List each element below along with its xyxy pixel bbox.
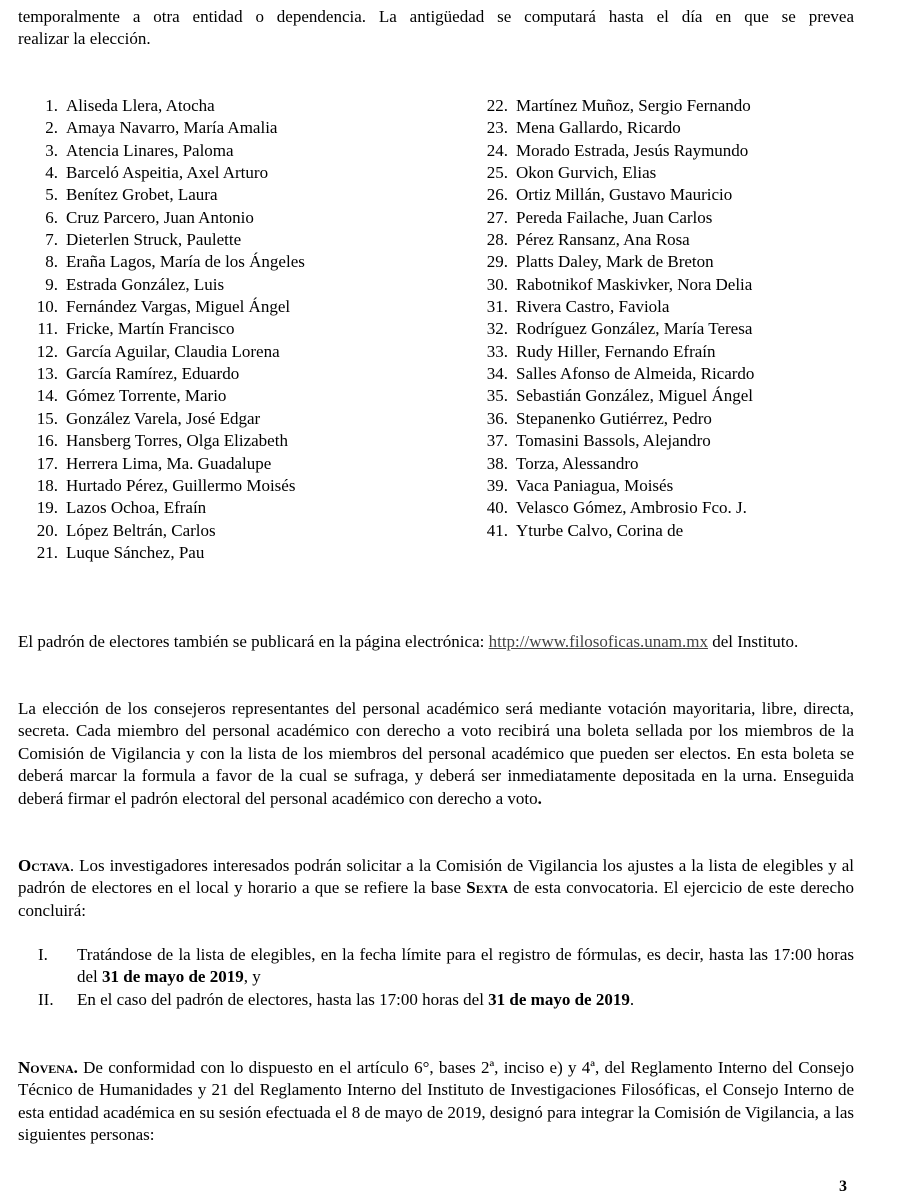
novena-heading: Novena. [18,1058,78,1077]
padron-paragraph: El padrón de electores también se publicará en la página electrónica: http://www.filosoficas.unam.mx del Instituto. [18,632,799,651]
elector-list-item [26,475,305,497]
elector-number: 28. [486,230,508,250]
elector-number: 24. [486,140,508,160]
octava-paragraph: Octava. Los investigadores interesados podrán solicitar a la Comisión de Vigilancia los ajustes a la lista de elegibles y al padrón de electores en el local y horario a que se refiere la base Sexta de esta convocatoria. El ejercicio de este derecho concluirá: [18,856,855,920]
elector-name: Sebastián González, Miguel Ángel [516,386,753,406]
elector-list-item [476,408,754,430]
elector-number: 11. [37,319,58,339]
elector-name: Barceló Aspeitia, Axel Arturo [66,163,269,183]
elector-name: Mena Gallardo, Ricardo [516,118,681,138]
elector-list-item [26,229,305,251]
elector-list-item [26,162,305,184]
elector-name: Salles Afonso de Almeida, Ricardo [516,364,755,384]
elector-list-item [26,408,305,430]
elector-number: 34. [486,364,508,384]
elector-list-item [26,207,305,229]
elector-number: 30. [486,274,508,294]
elector-number: 27. [486,207,508,227]
elector-number: 9. [45,274,58,294]
elector-number: 14. [36,386,58,406]
elector-list-item [26,520,305,542]
elector-list-item [26,95,305,117]
electors-list-right [476,95,754,542]
elector-name: Lazos Ochoa, Efraín [66,498,207,518]
elector-name: Fricke, Martín Francisco [66,319,235,339]
electors-list-left [26,95,305,564]
elector-number: 18. [36,475,58,495]
elector-list-item [476,229,754,251]
elector-name: González Varela, José Edgar [66,408,261,428]
elector-number: 12. [36,341,58,361]
elector-number: 15. [36,408,58,428]
elector-number: 3. [45,140,58,160]
elector-name: García Aguilar, Claudia Lorena [66,341,280,361]
elector-list-item [476,341,754,363]
elector-name: Pérez Ransanz, Ana Rosa [516,230,690,250]
elector-name: Rudy Hiller, Fernando Efraín [516,341,716,361]
elector-list-item [26,363,305,385]
elector-name: Platts Daley, Mark de Breton [516,252,714,272]
elector-number: 38. [486,453,508,473]
elector-name: Rivera Castro, Faviola [516,297,670,317]
elector-list-item [26,140,305,162]
elector-number: 35. [486,386,508,406]
elector-name: Luque Sánchez, Pau [66,542,205,562]
elector-number: 2. [45,118,58,138]
elector-list-item [476,207,754,229]
item-i: I. Tratándose de la lista de elegibles, en la fecha límite para el registro de fórmulas, es decir, hasta las 17:00 horas del 31 de mayo de 2019, y [38,945,854,987]
elector-number: 26. [486,185,508,205]
elector-name: Amaya Navarro, María Amalia [66,118,278,138]
elector-number: 16. [36,431,58,451]
elector-number: 19. [36,498,58,518]
elector-number: 31. [486,297,508,317]
elector-list-item [26,184,305,206]
elector-name: Hansberg Torres, Olga Elizabeth [66,431,288,451]
elector-list-item [26,296,305,318]
elector-list-item [476,95,754,117]
elector-number: 17. [36,453,58,473]
elector-name: Aliseda Llera, Atocha [66,96,215,115]
elector-number: 4. [45,163,58,183]
elector-number: 40. [486,498,508,518]
elector-number: 39. [486,475,508,495]
elector-name: Stepanenko Gutiérrez, Pedro [516,408,712,428]
elector-number: 29. [486,252,508,272]
elector-name: Fernández Vargas, Miguel Ángel [66,297,291,317]
elector-list-item [26,430,305,452]
elector-name: García Ramírez, Eduardo [66,364,240,384]
elector-number: 32. [486,319,508,339]
elector-list-item [476,520,754,542]
page-number: 3 [839,1178,847,1195]
elector-number: 33. [486,341,508,361]
elector-number: 21. [36,542,58,562]
elector-number: 10. [36,297,58,317]
elector-name: Velasco Gómez, Ambrosio Fco. J. [516,498,747,518]
elector-name: Tomasini Bassols, Alejandro [516,431,711,451]
elector-list-item [476,251,754,273]
elector-list-item [26,385,305,407]
elector-list-item [476,318,754,340]
elector-list-item [476,453,754,475]
item-ii: II. En el caso del padrón de electores, hasta las 17:00 horas del 31 de mayo de 2019. [38,990,635,1009]
novena-paragraph: Novena. De conformidad con lo dispuesto en el artículo 6°, bases 2ª, inciso e) y 4ª, del Reglamento Interno del Consejo Técnico de Humanidades y 21 del Reglamento Interno del Instituto de Investigaciones Filosóficas, el Consejo Interno de esta entidad académica en su sesión efectuada el 8 de mayo de 2019, designó para integrar la Comisión de Vigilancia, a las siguientes personas: [18,1058,854,1145]
elector-list-item [26,453,305,475]
elector-name: Martínez Muñoz, Sergio Fernando [516,96,751,115]
elector-list-item [476,385,754,407]
elector-number: 5. [45,185,58,205]
elector-number: 36. [486,408,508,428]
elector-number: 20. [36,520,58,540]
elector-number: 13. [36,364,58,384]
elector-list-item [26,117,305,139]
elector-name: Eraña Lagos, María de los Ángeles [66,252,305,272]
elector-name: Vaca Paniagua, Moisés [516,475,674,495]
elector-list-item [476,430,754,452]
elector-list-item [26,274,305,296]
elector-name: Estrada González, Luis [66,274,225,294]
octava-heading: Octava [18,856,70,875]
elector-name: Cruz Parcero, Juan Antonio [66,207,254,227]
elector-number: 7. [45,230,58,250]
sexta-reference: Sexta [466,878,509,898]
elector-number: 25. [486,163,508,183]
elector-list-item [26,542,305,564]
elector-list-item [476,162,754,184]
eleccion-paragraph: La elección de los consejeros representantes del personal académico será mediante votación mayoritaria, libre, directa, secreta. Cada miembro del personal académico con derecho a voto recibirá una boleta sellada por los miembros de la Comisión de Vigilancia y con la lista de los miembros del personal académico que pueden ser electos. En esta boleta se deberá marcar la formula a favor de la cual se sufraga, y deberá ser inmediatamente depositada en la urna. Enseguida deberá firmar el padrón electoral del personal académico con derecho a voto. [18,699,854,808]
elector-list-item [476,497,754,519]
elector-name: Herrera Lima, Ma. Guadalupe [66,453,272,473]
elector-name: López Beltrán, Carlos [66,520,216,540]
elector-name: Benítez Grobet, Laura [66,185,218,205]
elector-name: Dieterlen Struck, Paulette [66,230,242,250]
elector-list-item [476,296,754,318]
elector-list-item [26,251,305,273]
website-link[interactable]: http://www.filosoficas.unam.mx [488,632,708,651]
elector-name: Morado Estrada, Jesús Raymundo [516,140,749,160]
elector-name: Torza, Alessandro [516,453,639,473]
elector-list-item [26,341,305,363]
elector-list-item [476,140,754,162]
elector-name: Okon Gurvich, Elias [516,163,657,183]
elector-list-item [26,497,305,519]
elector-number: 23. [486,118,508,138]
elector-list-item [26,318,305,340]
elector-list-item [476,184,754,206]
elector-number: 8. [45,252,58,272]
elector-name: Atencia Linares, Paloma [66,140,234,160]
elector-name: Ortiz Millán, Gustavo Mauricio [516,185,733,205]
elector-list-item [476,475,754,497]
elector-number: 37. [486,431,508,451]
elector-list-item [476,117,754,139]
elector-name: Pereda Failache, Juan Carlos [516,207,713,227]
elector-number: 1. [45,96,58,115]
elector-number: 6. [45,207,58,227]
elector-name: Gómez Torrente, Mario [66,386,227,406]
elector-name: Hurtado Pérez, Guillermo Moisés [66,475,296,495]
intro-line-2: realizar la elección. [18,29,151,48]
elector-name: Rabotnikof Maskivker, Nora Delia [516,274,753,294]
intro-line-1: temporalmente a otra entidad o dependencia. La antigüedad se computará hasta el día en que se prevea [18,7,854,26]
elector-list-item [476,363,754,385]
elector-name: Yturbe Calvo, Corina de [516,520,684,540]
elector-list-item [476,274,754,296]
elector-name: Rodríguez González, María Teresa [516,319,753,339]
elector-number: 41. [486,520,508,540]
elector-number: 22. [486,96,508,115]
